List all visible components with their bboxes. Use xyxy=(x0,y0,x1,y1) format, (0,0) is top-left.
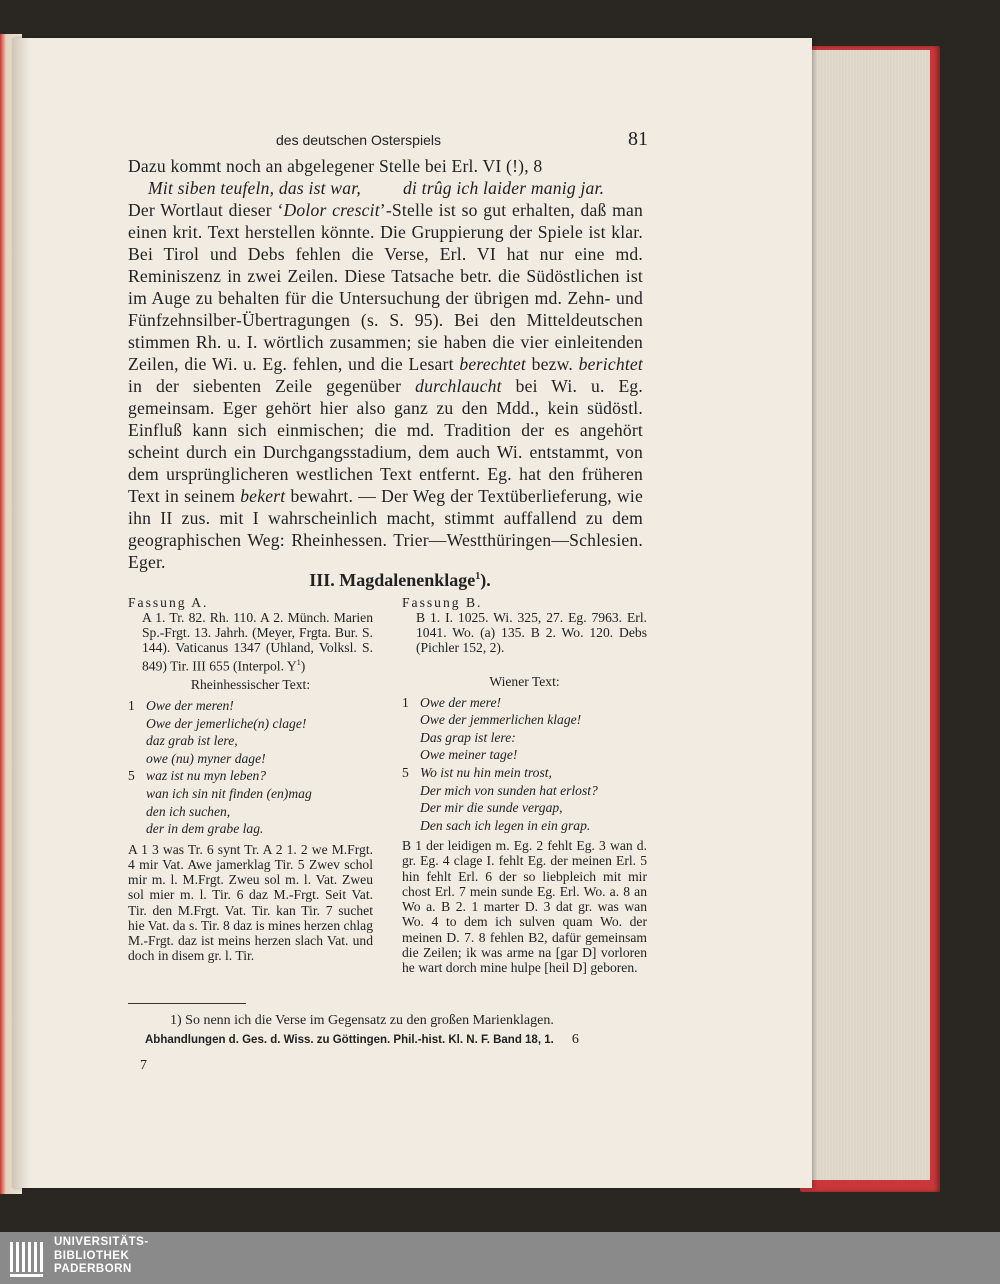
imprint-text: Abhandlungen d. Ges. d. Wiss. zu Göttingen. Phil.-hist. Kl. N. F. Band 18, 1. xyxy=(145,1034,554,1046)
library-name xyxy=(54,1236,149,1277)
verse-text: Owe der jemerliche(n) clage! xyxy=(146,715,307,731)
verse-line xyxy=(128,767,373,785)
page-number: 81 xyxy=(628,128,648,150)
verse-line xyxy=(402,817,647,835)
text-heading-a: Rheinhessischer Text: xyxy=(190,677,311,693)
section-title-text: III. Magdalenenklage xyxy=(309,570,476,590)
verse-line xyxy=(128,820,373,838)
italic-term: berechtet xyxy=(459,354,526,374)
text-run: ’-Stelle ist so gut erhalten, daß man einen krit. Text herstellen könnte. Die Gruppierung der Spiele ist klar. Bei Tirol und Debs fehlen die Verse, Erl. VI hat nur eine md. Reminiszenz in zwei Zeilen. Diese Tatsache betr. die Südöstlichen ist im Auge zu behalten für die Untersuchung der übrigen md. Zehn- und Fünfzehnsilber-Übertragungen (s. S. 95). Bei den Mitteldeutschen stimmen Rh. u. I. wörtlich zusammen; sie haben die vier einleitenden Zeilen, die Wi. u. Eg. fehlen, und die Lesart xyxy=(128,200,643,374)
verse-line xyxy=(128,750,373,768)
verse-line xyxy=(402,782,647,800)
verses-a xyxy=(128,697,373,838)
verse-text: Owe der meren! xyxy=(146,697,234,713)
verse-number: 1 xyxy=(128,697,135,713)
verse-text: wan ich sin nit finden (en)mag xyxy=(146,785,312,801)
verse-text: Owe meiner tage! xyxy=(420,747,518,763)
verse-line xyxy=(128,732,373,750)
header-title: des deutschen Osterspiels xyxy=(276,132,441,148)
verse-text: der in dem grabe lag. xyxy=(146,821,264,837)
verse-line xyxy=(128,697,373,715)
paragraph xyxy=(128,199,643,573)
verse-text: Owe der mere! xyxy=(420,694,502,710)
verse-a: Mit siben teufeln, das ist war, xyxy=(148,178,361,198)
verse-line xyxy=(402,694,647,712)
verse-text: Das grap ist lere: xyxy=(420,729,516,745)
verse-line xyxy=(128,803,373,821)
library-name-line: UNIVERSITÄTS- xyxy=(54,1236,149,1248)
verse-text: waz ist nu myn leben? xyxy=(146,768,267,784)
quoted-verse xyxy=(128,177,643,199)
verse-text: Owe der jemmerlichen klage! xyxy=(420,712,582,728)
italic-term: bekert xyxy=(240,486,286,506)
verse-number: 5 xyxy=(128,768,135,784)
section-title xyxy=(0,570,800,591)
column-fassung-b xyxy=(402,596,647,975)
library-footer xyxy=(0,1232,1000,1284)
column-fassung-a xyxy=(128,596,373,963)
verse-line xyxy=(402,746,647,764)
signature-mark: 7 xyxy=(140,1058,147,1073)
verse-text: Wo ist nu hin mein trost, xyxy=(420,764,552,780)
verse-text: daz grab ist lere, xyxy=(146,733,238,749)
library-name-line: PADERBORN xyxy=(54,1263,132,1275)
verse-number: 5 xyxy=(402,764,409,780)
apparatus-b: B 1 der leidigen m. Eg. 2 fehlt Eg. 3 wan d. gr. Eg. 4 clage I. fehlt Eg. der meinen Erl. 5 hin fehlt Erl. 6 der so liebpleich mit mir chost Erl. 7 mein sunde Eg. Erl. Wo. a. 8 an Wo a. B 2. 1 marter D. 3 dat gr. was wan Wo. 4 to dem ich sulven quam Wo. der meinen D. 7. 8 fehlen B2, dafür gemeinsam die Zeilen; ik was arme na [gar D] vorloren he wart dorch mine hulpe [heil D] geboren. xyxy=(402,838,647,975)
verse-line xyxy=(402,799,647,817)
sup-mark: 1 xyxy=(296,657,301,667)
text-run: bezw. xyxy=(525,354,579,374)
footnote: 1) So nenn ich die Verse im Gegensatz zu den großen Marienklagen. xyxy=(170,1013,554,1028)
intro-line: Dazu kommt noch an abgelegener Stelle bei Erl. VI (!), 8 xyxy=(128,156,543,176)
text-heading-b: Wiener Text: xyxy=(489,673,560,689)
apparatus-a: A 1 3 was Tr. 6 synt Tr. A 2 1. 2 we M.Frgt. 4 mir Vat. Awe jamerklag Tir. 5 Zwev schol mir m. l. M.Frgt. Zweu sol m. l. Vat. Zweu sol mier m. l. Tir. 6 daz M.-Frgt. Seit Vat. Tir. den M.Frgt. Vat. Tir. kan Tir. 7 suchet hie Vat. da s. Tir. 8 daz is mines herzen chlag M.-Frgt. daz ist meins herzen slach Vat. und doch in disem gr. l. Tir. xyxy=(128,841,373,964)
italic-term: durchlaucht xyxy=(415,376,502,396)
section-title-end: ). xyxy=(480,570,491,590)
verse-b: di trûg ich laider manig jar. xyxy=(402,178,605,198)
italic-term: Dolor crescit xyxy=(283,200,380,220)
sheet-number: 6 xyxy=(571,1032,579,1047)
verse-line xyxy=(402,711,647,729)
verses-b xyxy=(402,694,647,835)
library-name-line: BIBLIOTHEK xyxy=(54,1249,130,1262)
library-logo-icon xyxy=(8,1236,48,1280)
verse-text: Den sach ich legen in ein grap. xyxy=(420,817,591,833)
text-run: in der siebenten Zeile gegenüber xyxy=(128,376,416,396)
verse-text: Der mir die sunde vergap, xyxy=(420,800,563,816)
verse-text: owe (nu) myner dage! xyxy=(146,750,266,766)
verse-line xyxy=(402,729,647,747)
verse-line xyxy=(128,785,373,803)
imprint-line xyxy=(145,1032,579,1048)
verse-number: 1 xyxy=(402,694,409,710)
main-text xyxy=(128,155,643,573)
fassung-a-sources xyxy=(128,611,373,674)
text-run: Der Wortlaut dieser ‘ xyxy=(128,200,284,220)
italic-term: berichtet xyxy=(578,354,644,374)
text-run: bewahrt. — Der Weg der Textüberlieferung, wie ihn II zus. mit I wahrscheinlich macht, stimmt auffallend zu dem geographischen Weg: Rheinhessen. Trier—Westthüringen—Schlesien. Eger. xyxy=(128,486,643,572)
fassung-a-label: Fassung A. xyxy=(128,595,209,610)
gutter-shadow xyxy=(12,38,30,1188)
verse-text: Der mich von sunden hat erlost? xyxy=(420,782,598,798)
text-run: bei Wi. u. Eg. gemeinsam. Eger gehört hier also ganz zu den Mdd., kein südöstl. Einfluß kann sich einmischen; die md. Tradition der es angehört scheint durch ein Durchgangsstadium, dem auch Wi. entstammt, von dem ursprünglicheren westlichen Text entfernt. Eg. hat den früheren Text in seinem xyxy=(128,376,643,506)
footnote-mark: 1 xyxy=(475,571,481,582)
verse-text: den ich suchen, xyxy=(146,803,231,819)
verse-line xyxy=(128,715,373,733)
fassung-b-label: Fassung B. xyxy=(402,595,483,610)
sources-end: ) xyxy=(300,658,306,674)
fassung-b-sources: B 1. I. 1025. Wi. 325, 27. Eg. 7963. Erl. 1041. Wo. (a) 135. B 2. Wo. 120. Debs (Pichler 152, 2). xyxy=(416,609,647,655)
sources-text: A 1. Tr. 82. Rh. 110. A 2. Münch. Marien Sp.-Frgt. 13. Jahrh. (Meyer, Frgta. Bur. S. 144). Vaticanus 1347 (Uhland, Volksl. S. 849) Tir. III 655 (Interpol. Y xyxy=(142,609,373,674)
page-edges xyxy=(800,50,930,1180)
footnote-rule xyxy=(128,1003,246,1004)
verse-line xyxy=(402,764,647,782)
